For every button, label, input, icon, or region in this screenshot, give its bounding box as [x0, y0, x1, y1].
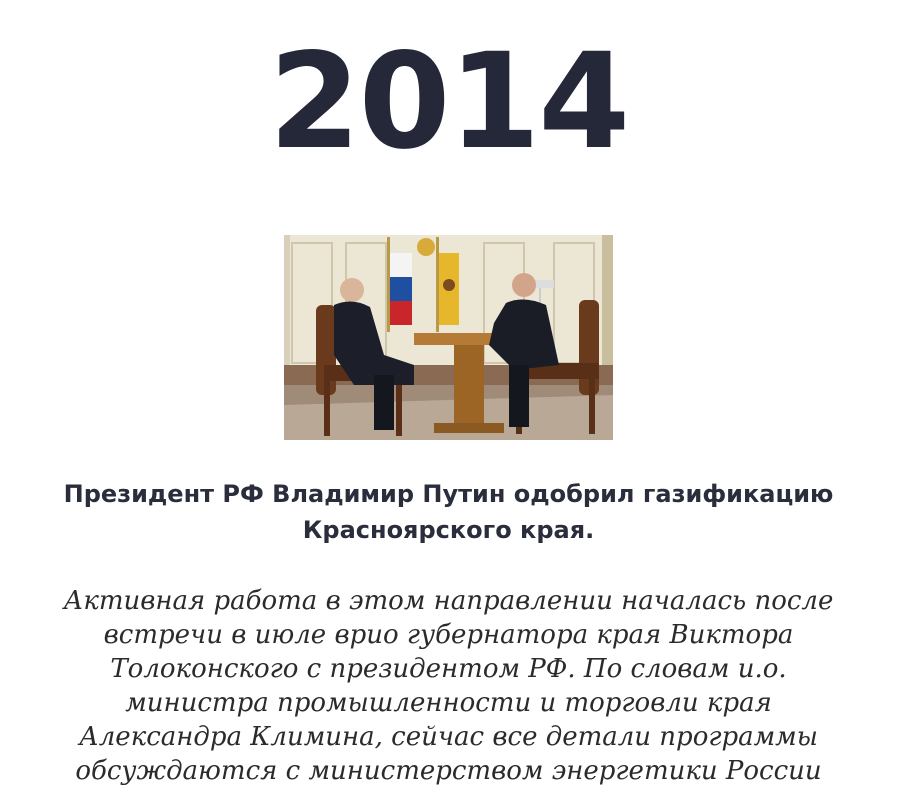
article-text: Активная работа в этом направлении началась после встречи в июле врио губернатора края Виктора Толоконского с президентом РФ. По словам и.о. министра промышленности и торговли края Александра Климина, сейчас все детали программы обсуждаются с министерством энергетики России	[63, 586, 834, 786]
meeting-photo	[284, 235, 613, 440]
year-title: 2014	[268, 25, 629, 179]
headline: Президент РФ Владимир Путин одобрил газификацию Красноярского края.	[63, 480, 834, 544]
